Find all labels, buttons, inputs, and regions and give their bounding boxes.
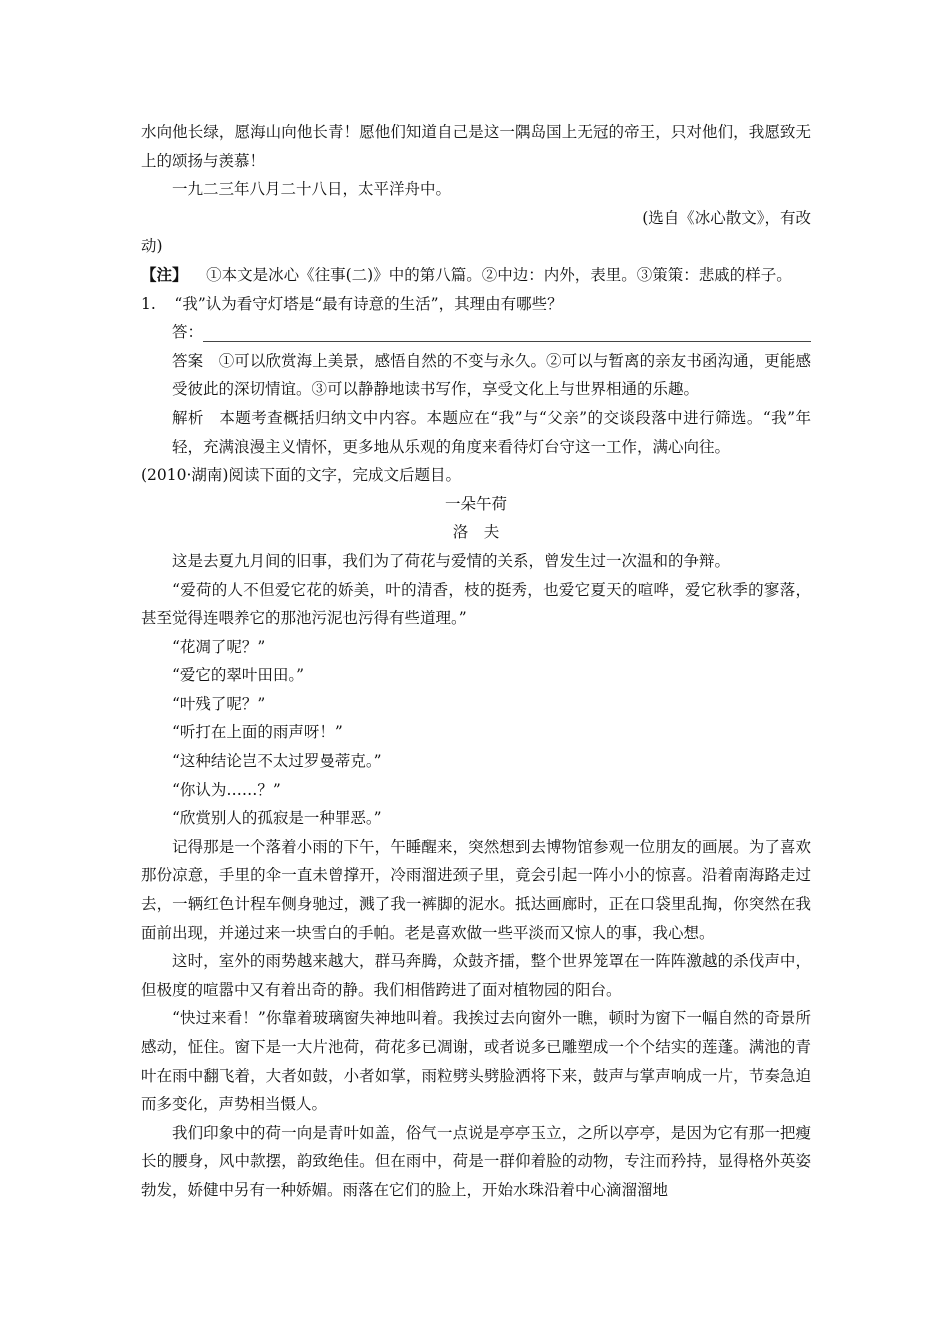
section-intro: (2010·湖南)阅读下面的文字，完成文后题目。 xyxy=(141,466,461,485)
note xyxy=(141,261,811,290)
essay-paragraph: “欣赏别人的孤寂是一种罪恶。” xyxy=(172,809,382,828)
continued-paragraph: 水向他长绿，愿海山向他长青！愿他们知道自己是这一隅岛国上无冠的帝王，只对他们，我愿致无上的颂扬与羡慕！ xyxy=(141,123,811,170)
analysis xyxy=(141,404,811,461)
essay-paragraph: “这种结论岂不太过罗曼蒂克。” xyxy=(172,752,382,771)
date-line: 一九二三年八月二十八日，太平洋舟中。 xyxy=(172,180,452,199)
question-1 xyxy=(141,290,811,319)
essay-paragraph: “爱荷的人不但爱它花的娇美，叶的清香，枝的挺秀，也爱它夏天的喧哗，爱它秋季的寥落，甚至觉得连喂养它的那池污泥也污得有些道理。” xyxy=(141,580,811,628)
analysis-label: 解析 xyxy=(172,408,204,427)
answer-key xyxy=(141,347,811,404)
answer-text: ①可以欣赏海上美景，感悟自然的不变与永久。②可以与暂离的亲友书函沟通，更能感受彼此的深切情谊。③可以静静地读书写作，享受文化上与世界相通的乐趣。 xyxy=(172,351,811,399)
answer-blank xyxy=(141,318,811,347)
note-label: 【注】 xyxy=(141,264,188,284)
essay-paragraph: 记得那是一个落着小雨的下午，午睡醒来，突然想到去博物馆参观一位朋友的画展。为了喜欢那份凉意，手里的伞一直未曾撑开，冷雨溜进颈子里，竟会引起一阵小小的惊喜。沿着南海路走过去，一辆红色计程车侧身驰过，溅了我一裤脚的泥水。抵达画廊时，正在口袋里乱掏，你突然在我面前出现，并递过来一块雪白的手帕。老是喜欢做一些平淡而又惊人的事，我心想。 xyxy=(141,837,811,942)
essay-paragraph: 我们印象中的荷一向是青叶如盖，俗气一点说是亭亭玉立，之所以亭亭，是因为它有那一把瘦长的腰身，风中款摆，韵致绝佳。但在雨中，荷是一群仰着脸的动物，专注而矜持，显得格外英姿勃发，娇健中另有一种娇媚。雨落在它们的脸上，开始水珠沿着中心滴溜溜地 xyxy=(141,1123,811,1199)
source-line: (选自《冰心散文》，有改 xyxy=(642,208,811,227)
note-text: ①本文是冰心《往事(二)》中的第八篇。②中边：内外，表里。③策策：悲戚的样子。 xyxy=(206,265,792,284)
essay-paragraph: “爱它的翠叶田田。” xyxy=(172,666,305,685)
essay-paragraph: “花凋了呢？” xyxy=(172,637,266,656)
analysis-text: 本题考查概括归纳文中内容。本题应在“我”与“父亲”的交谈段落中进行筛选。“我”年轻，充满浪漫主义情怀，更多地从乐观的角度来看待灯台守这一工作，满心向往。 xyxy=(172,408,811,456)
essay-title: 一朵午荷 xyxy=(444,494,507,513)
essay-paragraph: “你认为……？” xyxy=(172,780,281,799)
question-number: 1. xyxy=(141,294,156,313)
essay-author: 洛 夫 xyxy=(452,523,500,542)
answer-label: 答案 xyxy=(172,351,204,370)
essay-paragraph: 这时，室外的雨势越来越大，群马奔腾，众鼓齐擂，整个世界笼罩在一阵阵激越的杀伐声中，但极度的喧嚣中又有着出奇的静。我们相偕跨进了面对植物园的阳台。 xyxy=(141,952,811,999)
essay-paragraph: “叶残了呢？” xyxy=(172,694,266,713)
question-text: “我”认为看守灯塔是“最有诗意的生活”，其理由有哪些？ xyxy=(174,294,563,313)
answer-prompt: 答： xyxy=(172,323,204,342)
answer-underline xyxy=(203,321,811,342)
document-page xyxy=(141,118,811,1205)
essay-paragraph: 这是去夏九月间的旧事，我们为了荷花与爱情的关系，曾发生过一次温和的争辩。 xyxy=(172,551,731,570)
essay-paragraph: “快过来看！”你靠着玻璃窗失神地叫着。我挨过去向窗外一瞧，顿时为窗下一幅自然的奇景所感动，怔住。窗下是一大片池荷，荷花多已凋谢，或者说多已雕塑成一个个结实的莲蓬。满池的青叶在雨中翻飞着，大者如鼓，小者如掌，雨粒劈头劈脸洒将下来，鼓声与掌声响成一片，节奏急迫而多变化，声势相当慑人。 xyxy=(141,1009,811,1114)
essay-paragraph: “听打在上面的雨声呀！” xyxy=(172,723,343,742)
source-line-continued: 动) xyxy=(141,237,163,256)
